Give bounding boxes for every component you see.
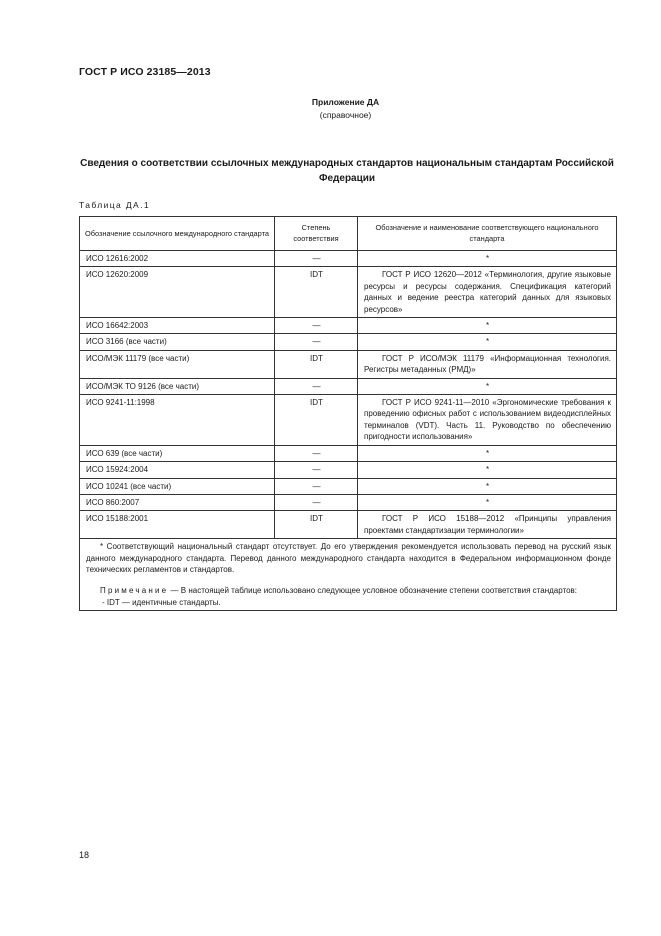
national-standard-cell: *: [358, 462, 617, 478]
national-standard-cell: *: [358, 445, 617, 461]
national-standard-cell: *: [358, 318, 617, 334]
national-standard-cell: [358, 395, 617, 446]
table-note: [86, 585, 611, 596]
national-standard-cell: *: [358, 378, 617, 394]
degree-cell: —: [275, 334, 358, 350]
appendix-label: Приложение ДА: [311, 97, 380, 107]
table-caption: Таблица ДА.1: [79, 200, 151, 210]
table-footer-row: [80, 539, 617, 611]
national-standard-cell: [358, 350, 617, 378]
degree-cell: —: [275, 478, 358, 494]
table-row: [80, 378, 617, 394]
degree-cell: —: [275, 378, 358, 394]
table-header-row: [80, 217, 617, 251]
appendix-kind: (справочное): [319, 110, 372, 120]
table-row: [80, 267, 617, 318]
page-number: 18: [79, 850, 90, 860]
table-row: [80, 478, 617, 494]
column-header: Обозначение ссылочного международного стандарта: [80, 217, 275, 251]
national-standard-text: ГОСТ Р ИСО 9241-11—2010 «Эргономические требования к проведению офисных работ с использованием видеодисплейных терминалов (VDT). Часть 11. Руководство по обеспечению пригодности использования»: [364, 398, 611, 442]
reference-standard-cell: ИСО 16642:2003: [80, 318, 275, 334]
reference-standard-cell: ИСО/МЭК ТО 9126 (все части): [80, 378, 275, 394]
table-row: [80, 318, 617, 334]
national-standard-cell: [358, 267, 617, 318]
table-row: [80, 462, 617, 478]
table-row: [80, 334, 617, 350]
appendix-heading: [0, 96, 661, 122]
national-standard-text: ГОСТ Р ИСО/МЭК 11179 «Информационная технология. Регистры метаданных (РМД)»: [364, 353, 611, 375]
note-item: - IDT — идентичные стандарты.: [102, 597, 221, 607]
reference-standard-cell: ИСО/МЭК 11179 (все части): [80, 350, 275, 378]
column-header: Степень соответствия: [275, 217, 358, 251]
reference-standard-cell: ИСО 15188:2001: [80, 511, 275, 539]
reference-standard-cell: ИСО 639 (все части): [80, 445, 275, 461]
table-row: [80, 445, 617, 461]
degree-cell: IDT: [275, 350, 358, 378]
national-standard-cell: *: [358, 251, 617, 267]
reference-standard-cell: ИСО 12620:2009: [80, 267, 275, 318]
national-standard-cell: *: [358, 478, 617, 494]
reference-standard-cell: ИСО 9241-11:1998: [80, 395, 275, 446]
degree-cell: —: [275, 318, 358, 334]
national-standard-cell: [358, 511, 617, 539]
table-body: [80, 251, 617, 539]
note-label: Примечание: [100, 586, 169, 596]
degree-cell: —: [275, 251, 358, 267]
national-standard-cell: *: [358, 334, 617, 350]
reference-standard-cell: ИСО 860:2007: [80, 494, 275, 510]
reference-standard-cell: ИСО 15924:2004: [80, 462, 275, 478]
table-row: [80, 251, 617, 267]
table-row: [80, 511, 617, 539]
column-header: Обозначение и наименование соответствующего национального стандарта: [358, 217, 617, 251]
national-standard-text: ГОСТ Р ИСО 15188—2012 «Принципы управления проектами стандартизации терминологии»: [364, 514, 611, 535]
table-row: [80, 395, 617, 446]
degree-cell: —: [275, 445, 358, 461]
reference-standard-cell: ИСО 10241 (все части): [80, 478, 275, 494]
correspondence-table: [79, 216, 617, 611]
national-standard-text: ГОСТ Р ИСО 12620—2012 «Терминология, другие языковые ресурсы и ресурсы содержания. Спецификация категорий данных и ведение реестра категорий данных для языковых ресурсов»: [364, 270, 611, 314]
document-header-title: ГОСТ Р ИСО 23185—2013: [79, 66, 211, 78]
national-standard-cell: *: [358, 494, 617, 510]
table-row: [80, 350, 617, 378]
degree-cell: IDT: [275, 395, 358, 446]
degree-cell: —: [275, 462, 358, 478]
section-title: Сведения о соответствии ссылочных международных стандартов национальным стандартам Российской Федерации: [80, 158, 614, 184]
degree-cell: IDT: [275, 267, 358, 318]
table-footer: [80, 539, 617, 611]
table-footnote: * Соответствующий национальный стандарт отсутствует. До его утверждения рекомендуется использовать перевод на русский язык данного международного стандарта. Перевод данного международного стандарта находится в Федеральном информационном фонде технических регламентов и стандартов.: [86, 542, 611, 574]
reference-standard-cell: ИСО 3166 (все части): [80, 334, 275, 350]
degree-cell: —: [275, 494, 358, 510]
degree-cell: IDT: [275, 511, 358, 539]
table-row: [80, 494, 617, 510]
reference-standard-cell: ИСО 12616:2002: [80, 251, 275, 267]
note-text: — В настоящей таблице использовано следующее условное обозначение степени соответствия стандартов:: [170, 586, 577, 596]
